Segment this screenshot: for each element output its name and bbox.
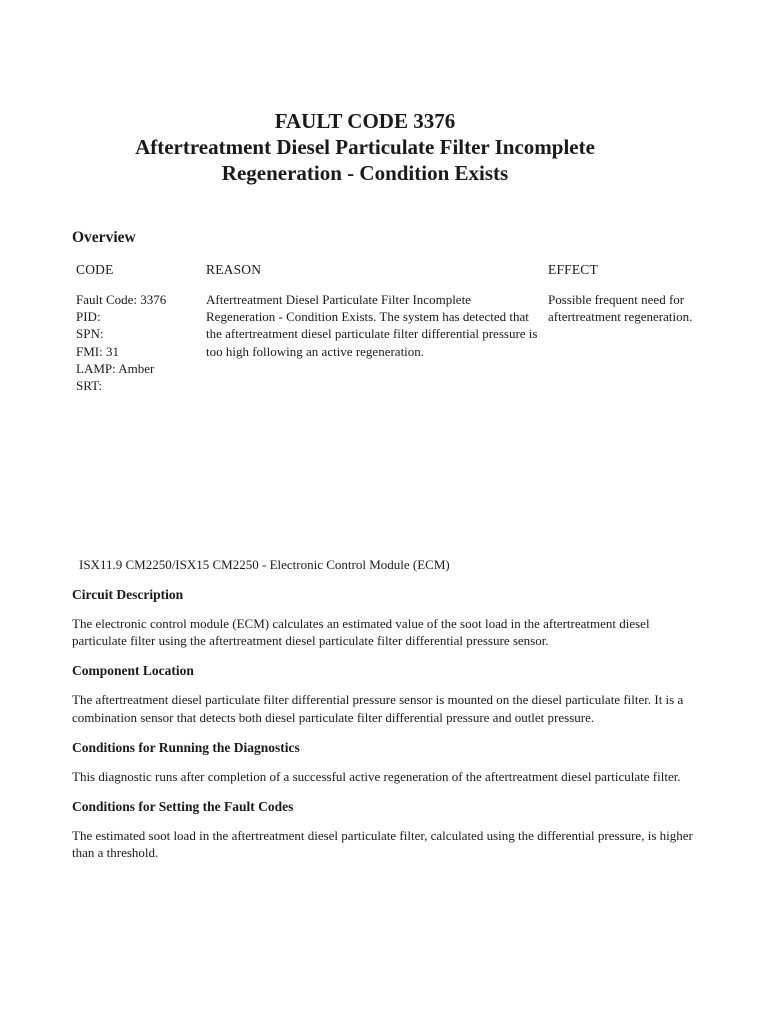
section-heading: Conditions for Setting the Fault Codes [72,799,294,815]
section-body: The aftertreatment diesel particulate filter differential pressure sensor is mounted on the diesel particulate filter. It is a combination sensor that detects both diesel particulate filter differential pressure and outlet pressure. [72,692,684,725]
effect-cell: Possible frequent need for aftertreatment regeneration. [548,292,693,325]
section-heading: Conditions for Running the Diagnostics [72,739,300,755]
section-body: This diagnostic runs after completion of a successful active regeneration of the aftertreatment diesel particulate filter. [72,768,681,784]
section-conditions-running [72,739,702,785]
section-body: The estimated soot load in the aftertreatment diesel particulate filter, calculated using the differential pressure, is higher than a threshold. [72,828,693,861]
sections [72,586,702,874]
overview-table-header [76,261,696,291]
section-circuit-description [72,586,702,649]
code-line-spn: SPN: [76,326,104,342]
section-component-location [72,662,702,725]
overview-table-row [76,291,696,431]
document-title [0,108,730,186]
reason-cell: Aftertreatment Diesel Particulate Filter Incomplete Regeneration - Condition Exists. The system has detected that the aftertreatment diesel particulate filter differential pressure is too high following an active regeneration. [206,292,538,359]
module-line: ISX11.9 CM2250/ISX15 CM2250 - Electronic Control Module (ECM) [79,557,450,572]
code-line-lamp: LAMP: Amber [76,360,155,376]
title-line-2: Aftertreatment Diesel Particulate Filter Incomplete [135,135,595,159]
code-cell [76,291,201,394]
header-effect: EFFECT [548,262,598,277]
title-line-3: Regeneration - Condition Exists [221,161,509,185]
section-body: The electronic control module (ECM) calculates an estimated value of the soot load in the aftertreatment diesel particulate filter using the aftertreatment diesel particulate filter differential pressure sensor. [72,616,650,649]
header-reason: REASON [206,262,262,277]
code-line-srt: SRT: [76,378,103,394]
overview-heading: Overview [72,229,136,246]
code-line-fault-code: Fault Code: 3376 [76,292,167,307]
header-code: CODE [76,262,114,277]
overview-table [76,261,696,431]
title-line-1: FAULT CODE 3376 [274,109,456,133]
code-line-pid: PID: [76,309,101,325]
section-conditions-setting [72,798,702,861]
section-heading: Circuit Description [72,587,184,602]
code-line-fmi: FMI: 31 [76,343,119,359]
section-heading: Component Location [72,663,194,679]
